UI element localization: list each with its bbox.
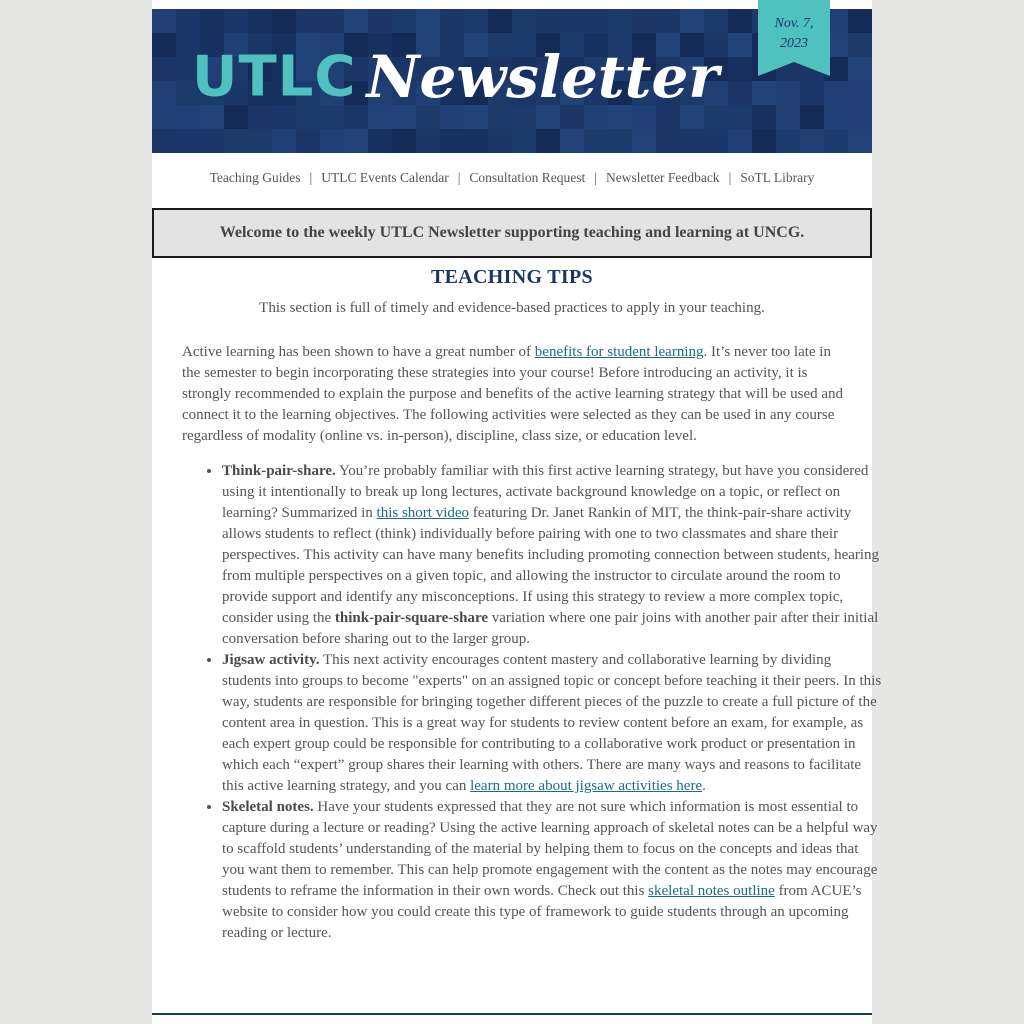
mosaic-tile (680, 9, 704, 33)
mosaic-tile (584, 9, 608, 33)
mosaic-tile (176, 9, 200, 33)
mosaic-tile (464, 129, 488, 153)
section-subtitle: This section is full of timely and evidence-based practices to apply in your teaching. (259, 300, 765, 316)
mosaic-tile (848, 57, 872, 81)
benefits-link[interactable]: benefits for student learning (534, 344, 704, 360)
mosaic-tile (248, 129, 272, 153)
mosaic-tile (488, 129, 512, 153)
tip-title: Jigsaw activity. (222, 652, 320, 668)
mosaic-tile (440, 9, 464, 33)
issue-date-year: 2023 (780, 36, 808, 51)
mosaic-tile (728, 33, 752, 57)
nav-link-newsletter-feedback[interactable]: Newsletter Feedback (605, 170, 720, 185)
nav-separator: | (728, 170, 732, 185)
mosaic-tile (320, 129, 344, 153)
tip-text: This next activity encourages content mastery and collaborative learning by dividing students into groups to become "experts" on an assigned topic or concept before teaching it their peers. In this way, students are responsible for bringing together different pieces of the puzzle to create a full picture of the content area in question. This is a great way for students to review content before an exam, for example, as each expert group could be responsible for contributing to a collaborative work product or presentation in which each “expert” group shares their learning with others. There are many ways and reasons to facilitate this active learning strategy, and you can (222, 652, 882, 794)
mosaic-tile (296, 129, 320, 153)
mosaic-tile (224, 9, 248, 33)
mosaic-tile (272, 9, 296, 33)
mosaic-tile (656, 9, 680, 33)
mosaic-tile (152, 129, 176, 153)
tip-text: featuring Dr. Janet Rankin of MIT, the think-pair-share activity allows students to reflect (think) individually before pairing with one to two classmates and share their perspectives. This activity can have many benefits including promoting connection between students, hearing from multiple perspectives on a given topic, and allowing the instructor to circulate around the room to provide support and identify any misconceptions. If using this strategy to review a more complex topic, consider using the (222, 505, 880, 626)
mosaic-tile (752, 129, 776, 153)
mosaic-tile (200, 129, 224, 153)
mosaic-tile (704, 9, 728, 33)
mosaic-tile (488, 9, 512, 33)
mosaic-tile (536, 9, 560, 33)
tip-text: Have your students expressed that they are not sure which information is most essential to capture during a lecture or reading? Using the active learning approach of skeletal notes can be a helpful way to scaffold students’ understanding of the material by helping them to focus on the concepts and ideas that you want them to remember. This can help promote engagement with the content as the notes may encourage students to reframe the information in their own words. Check out this (222, 799, 878, 899)
mosaic-tile (752, 105, 776, 129)
mosaic-tile (440, 129, 464, 153)
mosaic-tile (608, 9, 632, 33)
mosaic-tile (344, 129, 368, 153)
mosaic-tile (200, 9, 224, 33)
mosaic-tile (752, 81, 776, 105)
tip-text: from ACUE’s website to consider how you could create this type of framework to guide students through an upcoming reading or lecture. (222, 883, 862, 941)
mosaic-tile (824, 81, 848, 105)
intro-text-continued: . It’s never too late in the semester to begin incorporating these strategies into your course! Before introducing an activity, it is strongly recommended to explain the purpose and benefits of the active learning strategy that will be used and connect it to the learning objectives. The following activities were selected as they can be used in any course regardless of modality (online vs. in-person), discipline, class size, or education level. (182, 344, 844, 444)
logo-utlc: UTLC (192, 44, 357, 110)
mosaic-tile (848, 105, 872, 129)
mosaic-tile (632, 129, 656, 153)
issue-date-day: Nov. 7, (774, 16, 814, 31)
mosaic-tile (296, 9, 320, 33)
nav-link-events-calendar[interactable]: UTLC Events Calendar (321, 170, 449, 185)
short-video-link[interactable]: this short video (376, 505, 470, 521)
mosaic-tile (632, 9, 656, 33)
nav-separator: | (309, 170, 313, 185)
mosaic-tile (152, 9, 176, 33)
section-divider (152, 1013, 872, 1015)
nav-link-consultation-request[interactable]: Consultation Request (469, 170, 586, 185)
mosaic-tile (848, 33, 872, 57)
tip-title: Skeletal notes. (222, 799, 314, 815)
mosaic-tile (248, 9, 272, 33)
mosaic-tile (776, 105, 800, 129)
mosaic-tile (776, 81, 800, 105)
top-nav (152, 170, 872, 186)
tips-list (182, 461, 884, 944)
nav-link-teaching-guides[interactable]: Teaching Guides (209, 170, 301, 185)
tip-title: Think-pair-share. (222, 463, 336, 479)
nav-separator: | (594, 170, 597, 185)
welcome-banner: Welcome to the weekly UTLC Newsletter supporting teaching and learning at UNCG. (152, 208, 872, 258)
tip-text: You’re probably familiar with this first active learning strategy, but have you considered using it intentionally to break up long lectures, activate background knowledge on a topic, or reflect on learning? Summarized in (222, 463, 869, 521)
mosaic-tile (656, 129, 680, 153)
newsletter-page (152, 0, 882, 1024)
mosaic-tile (176, 129, 200, 153)
tip-bold-term: think-pair-square-share (334, 610, 488, 626)
mosaic-tile (824, 105, 848, 129)
intro-paragraph (182, 342, 846, 447)
skeletal-notes-link[interactable]: skeletal notes outline (648, 883, 775, 899)
mosaic-tile (800, 105, 824, 129)
tip-text: variation where one pair joins with another pair after their initial conversation before sharing out to the larger group. (222, 610, 879, 647)
tip-think-pair-share (222, 461, 884, 650)
mosaic-tile (272, 129, 296, 153)
mosaic-tile (824, 129, 848, 153)
mosaic-tile (152, 81, 176, 105)
logo-newsletter: Newsletter (366, 43, 719, 111)
mosaic-tile (608, 129, 632, 153)
mosaic-tile (584, 129, 608, 153)
mosaic-tile (152, 57, 176, 81)
mosaic-tile (848, 81, 872, 105)
mosaic-tile (560, 129, 584, 153)
mosaic-tile (776, 129, 800, 153)
mosaic-tile (512, 9, 536, 33)
mosaic-tile (800, 129, 824, 153)
mosaic-tile (848, 9, 872, 33)
tip-text: . (702, 778, 706, 794)
mosaic-tile (368, 129, 392, 153)
nav-separator: | (457, 170, 461, 185)
mosaic-tile (728, 129, 752, 153)
mosaic-tile (728, 81, 752, 105)
nav-link-sotl-library[interactable]: SoTL Library (740, 170, 815, 185)
mosaic-tile (320, 9, 344, 33)
mosaic-tile (392, 9, 416, 33)
mosaic-tile (344, 9, 368, 33)
mosaic-tile (704, 129, 728, 153)
mosaic-tile (848, 129, 872, 153)
tip-jigsaw-activity (222, 650, 884, 797)
mosaic-tile (464, 9, 488, 33)
intro-text: Active learning has been shown to have a great number of (182, 344, 535, 360)
section-title: TEACHING TIPS (431, 266, 593, 288)
newsletter-logo (192, 43, 719, 111)
mosaic-tile (512, 129, 536, 153)
mosaic-tile (728, 57, 752, 81)
mosaic-tile (728, 9, 752, 33)
mosaic-tile (728, 105, 752, 129)
mosaic-tile (152, 33, 176, 57)
mosaic-tile (416, 9, 440, 33)
issue-date (758, 14, 830, 54)
mosaic-tile (224, 129, 248, 153)
mosaic-tile (392, 129, 416, 153)
date-ribbon (758, 0, 830, 76)
jigsaw-link[interactable]: learn more about jigsaw activities here (470, 778, 703, 794)
mosaic-tile (536, 129, 560, 153)
mosaic-tile (416, 129, 440, 153)
mosaic-tile (680, 129, 704, 153)
mosaic-tile (560, 9, 584, 33)
mosaic-tile (152, 105, 176, 129)
mosaic-tile (368, 9, 392, 33)
tip-skeletal-notes (222, 797, 884, 944)
mosaic-tile (800, 81, 824, 105)
